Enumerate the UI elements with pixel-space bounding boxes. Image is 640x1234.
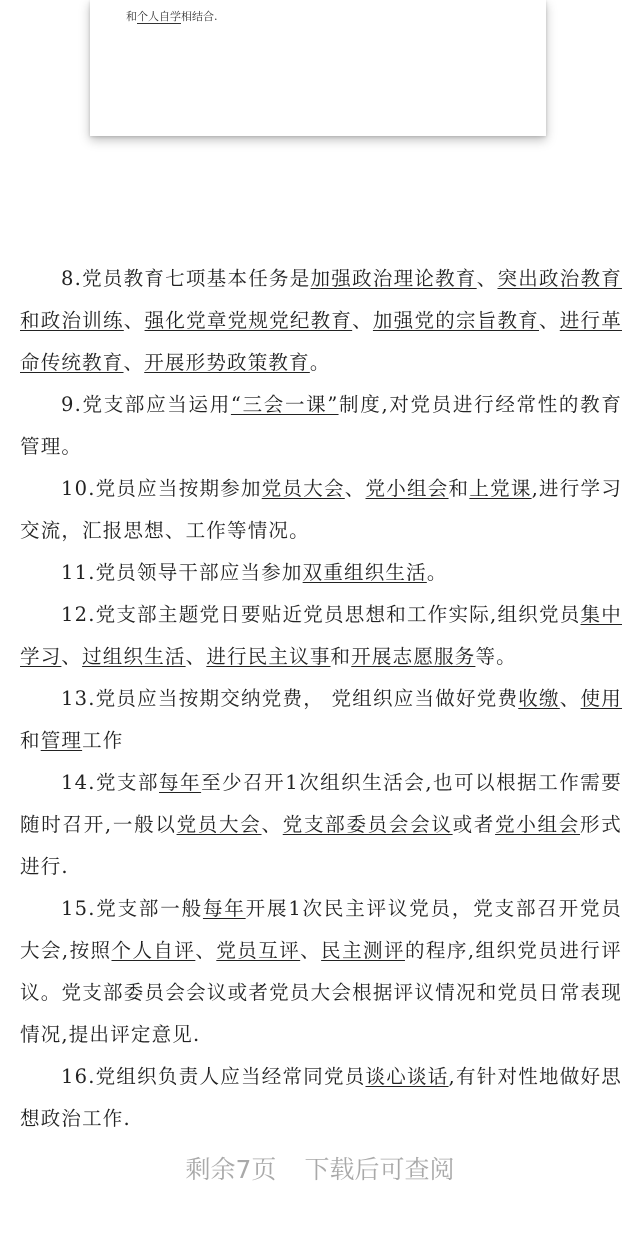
paragraph-9: 9.党支部应当运用“三会一课”制度,对党员进行经常性的教育管理。 — [20, 393, 623, 458]
previous-page-preview — [90, 0, 546, 136]
download-to-view-label[interactable]: 下载后可查阅 — [304, 1155, 455, 1184]
paragraph-13: 13.党员应当按期交纳党费， 党组织应当做好党费收缴、使用和管理工作 — [20, 687, 623, 752]
paragraph-14: 14.党支部每年至少召开1次组织生活会,也可以根据工作需要随时召开,一般以党员大会、党支部委员会会议或者党小组会形式进行. — [20, 771, 622, 878]
paragraph-15: 15.党支部一般每年开展1次民主评议党员，党支部召开党员大会,按照个人自评、党员互评、民主测评的程序,组织党员进行评议。党支部委员会会议或者党员大会根据评议情况和党员日常表现情况,提出评定意见. — [20, 897, 622, 1046]
download-prompt[interactable] — [0, 1150, 640, 1186]
paragraph-16: 16.党组织负责人应当经常同党员谈心谈话,有针对性地做好思想政治工作. — [20, 1065, 622, 1130]
preview-text-line: 和个人自学相结合. — [126, 10, 218, 23]
remaining-pages-label[interactable]: 剩余7页 — [185, 1155, 277, 1184]
paragraph-8: 8.党员教育七项基本任务是加强政治理论教育、突出政治教育和政治训练、强化党章党规党纪教育、加强党的宗旨教育、进行革命传统教育、开展形势政策教育。 — [20, 267, 623, 374]
paragraph-10: 10.党员应当按期参加党员大会、党小组会和上党课,进行学习交流，汇报思想、工作等情况。 — [20, 477, 623, 542]
paragraph-11: 11.党员领导干部应当参加双重组织生活。 — [61, 561, 448, 584]
paragraph-12: 12.党支部主题党日要贴近党员思想和工作实际,组织党员集中学习、过组织生活、进行民主议事和开展志愿服务等。 — [20, 603, 622, 668]
document-body — [20, 258, 622, 1140]
